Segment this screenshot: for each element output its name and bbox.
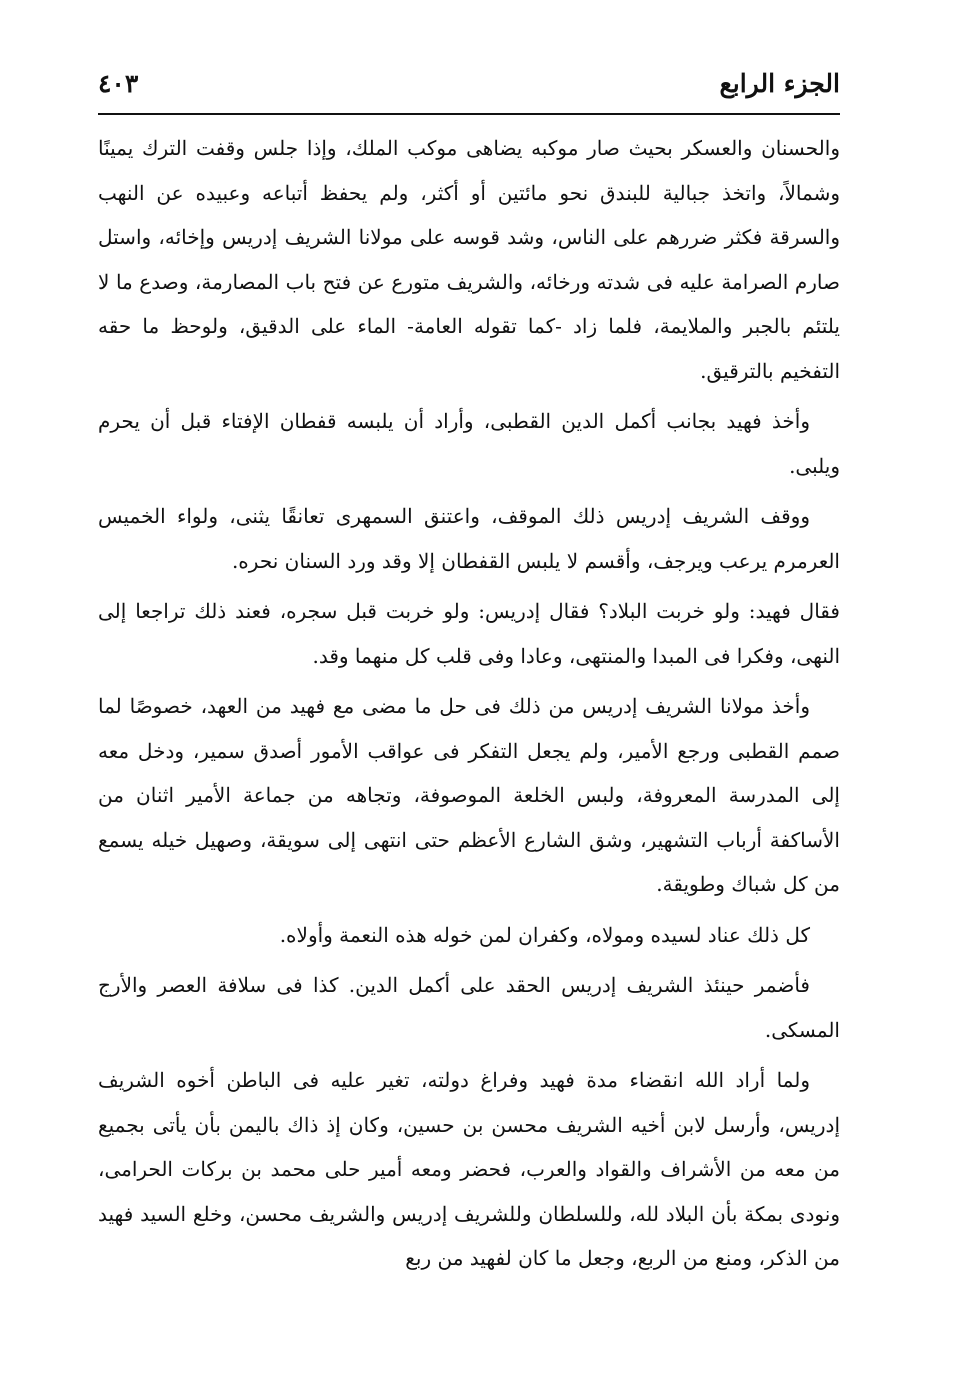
paragraph-7: فأضمر حينئذ الشريف إدريس الحقد على أكمل الدين. كذا فى سلافة العصر والأرج المسكى. <box>98 973 840 1042</box>
page-number: ٤٠٣ <box>98 69 139 98</box>
paragraph-1: والحسنان والعسكر بحيث صار موكبه يضاهى موكب الملك، وإذا جلس وقفت الترك يمينًا وشمالاً، واتخذ جبالية للبندق نحو مائتين أو أكثر، ولم يحفظ أتباعه وعبيده عن النهب والسرقة فكثر ضررهم على الناس، وشد قوسه على مولانا الشريف إدريس وإخائه، واستل صارم الصرامة عليه فى شدته ورخائه، والشريف متورع عن فتح باب المصارمة، وصدع ما لا يلتئم بالجبر والملايمة، فلما زاد -كما تقوله العامة- الماء على الدقيق، ولوحظ ما حقه التفخيم بالترقيق. <box>98 136 840 383</box>
header-divider <box>98 113 840 115</box>
volume-title: الجزء الرابع <box>719 69 840 98</box>
paragraph-3: ووقف الشريف إدريس ذلك الموقف، واعتنق السمهرى تعانقًا يثنى، ولواء الخميس العرمرم يرعب ويرجف، وأقسم لا يلبس القفطان إلا وقد ورد السنان نحره. <box>98 504 840 573</box>
paragraph-2: وأخذ فهيد بجانب أكمل الدين القطبى، وأراد أن يلبسه قفطان الإفتاء قبل أن يحرم ويلبى. <box>98 409 840 478</box>
paragraph-6: كل ذلك عناد لسيده ومولاه، وكفران لمن خوله هذه النعمة وأولاه. <box>279 922 810 947</box>
paragraph-4: فقال فهيد: ولو خربت البلاد؟ فقال إدريس: ولو خربت قبل سجره، فعند ذلك تراجعا إلى النهى، وفكرا فى المبدا والمنتهى، وعادا وفى قلب كل منهما وقد. <box>98 599 840 668</box>
paragraph-5: وأخذ مولانا الشريف إدريس من ذلك فى حل ما مضى مع فهيد من العهد، خصوصًا لما صمم القطبى ورجع الأمير، ولم يجعل التفكر فى عواقب الأمور أصدق سمير، ودخل معه إلى المدرسة المعروفة، ولبس الخلعة الموصوفة، وتجاهه من جماعة الأمير اثنان من الأساكفة أرباب التشهير، وشق الشارع الأعظم حتى انتهى إلى سويقة، وصهيل خيله يسمع من كل شباك وطويقة. <box>98 694 840 896</box>
main-text <box>98 126 840 1287</box>
paragraph-8: ولما أراد الله انقضاء مدة فهيد وفراغ دولته، تغير عليه فى الباطن أخوه الشريف إدريس، وأرسل لابن أخيه الشريف محسن بن حسين، وكان إذ ذاك باليمن بأن يأتى بجميع من معه من الأشراف والقواد والعرب، فحضر ومعه أمير حلى محمد بن بركات الحرامى، ونودى بمكة بأن البلاد لله، وللسلطان وللشريف إدريس والشريف محسن، وخلع السيد فهيد من الذكر، ومنع من الربع، وجعل ما كان لفهيد من ربع <box>98 1068 840 1270</box>
running-header <box>98 62 840 106</box>
